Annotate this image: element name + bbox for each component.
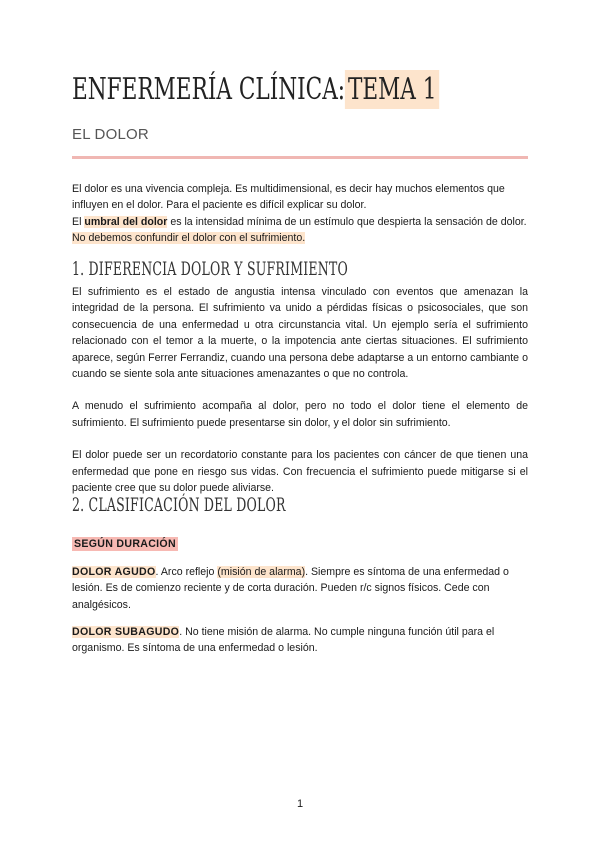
dolor-agudo-block (72, 564, 528, 613)
intro-p2-prefix: El (72, 215, 85, 228)
title-divider (72, 156, 528, 159)
umbral-term: umbral del dolor (84, 215, 168, 228)
duration-tag-row (72, 534, 528, 552)
section-1-body (72, 284, 528, 496)
dolor-agudo-paragraph (72, 564, 528, 613)
dolor-subagudo-text: . No tiene misión de alarma. No cumple ninguna función útil para el organismo. Es síntoma de una enfermedad o lesión. (72, 626, 495, 655)
section-1-paragraph-1: El sufrimiento es el estado de angustia intensa vinculado con eventos que amenazan la integridad de la persona. El sufrimiento va unido a pérdidas físicas o psicosociales, que son consecuencia de una enfermedad u otra circunstancia vital. Un ejemplo sería el sufrimiento relacionado con el temor a la muerte, o la impotencia ante ciertas situaciones. El sufrimiento aparece, según Ferrer Ferrandiz, cuando una persona debe adaptarse a un entorno cambiante o cuando se siente sola ante situaciones amenazantes o que no controla. (72, 286, 528, 381)
dolor-subagudo-block (72, 624, 528, 657)
intro-block (72, 181, 528, 247)
title-main: ENFERMERÍA CLÍNICA: (72, 72, 346, 107)
section-1-paragraph-2: A menudo el sufrimiento acompaña al dolor, pero no todo el dolor tiene el elemento de sufrimiento. El sufrimiento puede presentarse sin dolor, y el dolor sin sufrimiento. (72, 400, 528, 429)
page-title (72, 72, 439, 107)
dolor-agudo-highlight: (misión de alarma) (217, 566, 306, 578)
page-number: 1 (296, 798, 304, 810)
section-2-heading: 2. CLASIFICACIÓN DEL DOLOR (72, 494, 286, 516)
dolor-subagudo-keyword: DOLOR SUBAGUDO (72, 626, 180, 638)
dolor-subagudo-paragraph (72, 624, 528, 657)
title-highlight: TEMA 1 (345, 70, 439, 109)
dolor-agudo-keyword: DOLOR AGUDO (72, 566, 156, 578)
duration-tag: SEGÚN DURACIÓN (74, 538, 176, 550)
page-subtitle: EL DOLOR (72, 126, 149, 143)
section-1-heading: 1. DIFERENCIA DOLOR Y SUFRIMIENTO (72, 258, 348, 280)
intro-paragraph-2 (72, 214, 528, 247)
section-1-paragraph-3: El dolor puede ser un recordatorio constante para los pacientes con cáncer de que tienen una enfermedad que pone en riesgo sus vidas. Con frecuencia el sufrimiento puede mitigarse si el paciente cree que su dolor puede aliviarse. (72, 449, 528, 495)
dolor-agudo-text-b: . Siempre es síntoma de una enfermedad o lesión. Es de comienzo reciente y de corta duración. Pueden r/c signos físicos. Cede con analgésicos. (72, 566, 509, 611)
intro-paragraph-1: El dolor es una vivencia compleja. Es multidimensional, es decir hay muchos elementos que influyen en el dolor. Para el paciente es difícil explicar su dolor. (72, 183, 505, 212)
intro-highlight: No debemos confundir el dolor con el sufrimiento. (72, 232, 306, 245)
dolor-agudo-text-a: . Arco reflejo (155, 566, 218, 578)
intro-p2-rest: es la intensidad mínima de un estímulo que despierta la sensación de dolor. (167, 215, 527, 228)
